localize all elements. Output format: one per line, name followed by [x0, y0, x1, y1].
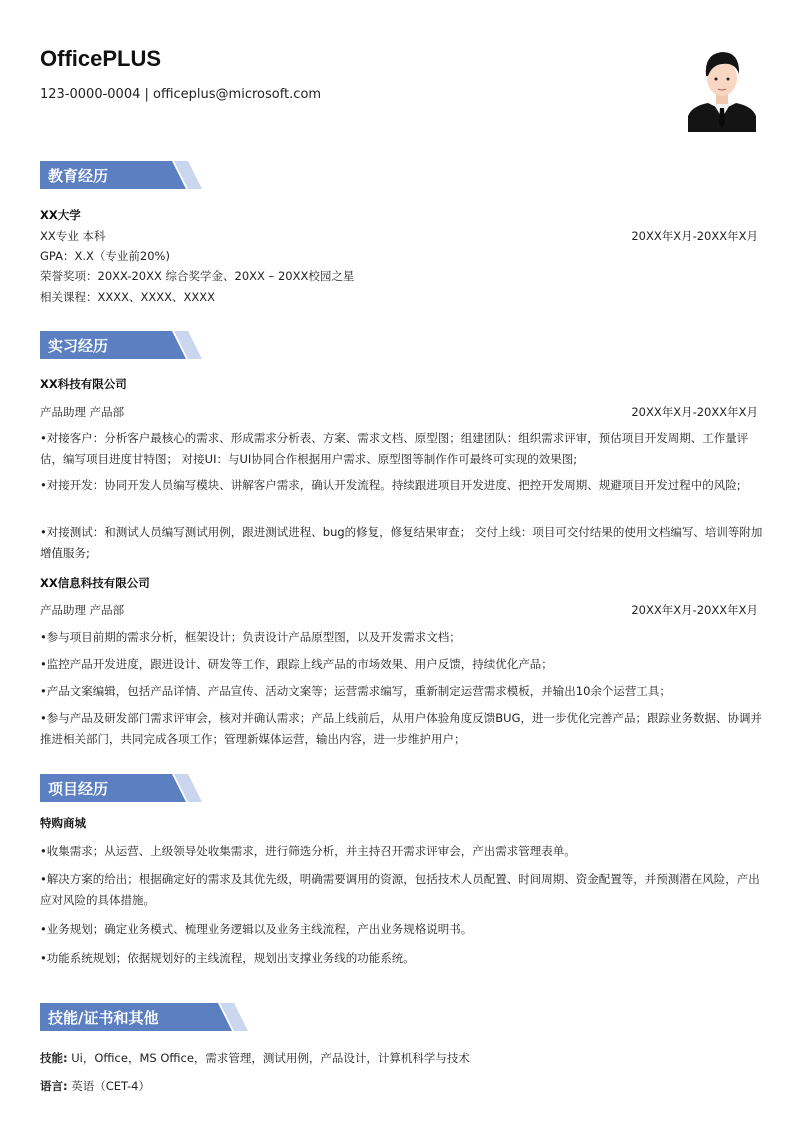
- job-role: 产品助理 产品部: [40, 603, 125, 617]
- header-decoration: [144, 161, 204, 189]
- education-gpa: GPA：X.X（专业前20%): [40, 249, 170, 263]
- section-title: 教育经历: [48, 167, 109, 185]
- header-decoration: [190, 1003, 250, 1031]
- list-item: •对接客户：分析客户最核心的需求、形成需求分析表、方案、需求文档、原型图；组建团队：组织需求评审，预估项目开发周期、工作量评估，编写项目进度甘特图； 对接UI：与UI协同合作根据用户需求、原型图等制作作可最终可实现的效果图;: [40, 431, 749, 466]
- job-date: 20XX年X月-20XX年X月: [631, 405, 758, 419]
- language-value: 英语（CET-4）: [67, 1079, 150, 1093]
- education-honors: 荣誉奖项：20XX-20XX 综合奖学金、20XX – 20XX校园之星: [40, 269, 355, 283]
- candidate-name: OfficePLUS: [40, 46, 162, 71]
- education-date: 20XX年X月-20XX年X月: [631, 229, 758, 243]
- section-title: 实习经历: [48, 337, 109, 355]
- language-label: 语言:: [40, 1079, 68, 1093]
- section-header-internship: [40, 331, 240, 359]
- section-title: 技能/证书和其他: [48, 1009, 159, 1027]
- education-courses: 相关课程：XXXX、XXXX、XXXX: [40, 290, 216, 304]
- project-name: 特购商城: [40, 816, 86, 830]
- education-major: XX专业 本科: [40, 229, 106, 243]
- avatar-icon: [688, 46, 756, 132]
- section-header-education: [40, 161, 240, 189]
- list-item: •功能系统规划；依据规划好的主线流程，规划出支撑业务线的功能系统。: [40, 951, 415, 965]
- company-name: XX信息科技有限公司: [40, 576, 150, 590]
- header-decoration: [144, 774, 204, 802]
- avatar: [688, 46, 756, 132]
- list-item: •参与项目前期的需求分析，框架设计；负责设计产品原型图，以及开发需求文档；: [40, 630, 461, 644]
- school-name: XX大学: [40, 208, 81, 222]
- list-item: •对接测试：和测试人员编写测试用例，跟进测试进程、bug的修复，修复结果审查； 交付上线：项目可交付结果的使用文档编写、培训等附加增值服务;: [40, 525, 763, 560]
- list-item: •产品文案编辑，包括产品详情、产品宣传、活动文案等；运营需求编写，重新制定运营需求模板，并输出10余个运营工具；: [40, 684, 671, 698]
- header-decoration: [144, 331, 204, 359]
- job-role: 产品助理 产品部: [40, 405, 125, 419]
- company-name: XX科技有限公司: [40, 377, 127, 391]
- section-title: 项目经历: [48, 780, 109, 798]
- job-date: 20XX年X月-20XX年X月: [631, 603, 758, 617]
- skills-label: 技能:: [40, 1051, 68, 1065]
- list-item: •收集需求；从运营、上级领导处收集需求，进行筛选分析，并主持召开需求评审会，产出需求管理表单。: [40, 844, 576, 858]
- section-header-skills: [40, 1003, 240, 1031]
- list-item: •对接开发：协同开发人员编写模块、讲解客户需求，确认开发流程。持续跟进项目开发进度、把控开发周期、规避项目开发过程中的风险;: [40, 478, 741, 492]
- list-item: •业务规划；确定业务模式、梳理业务逻辑以及业务主线流程，产出业务规格说明书。: [40, 922, 473, 936]
- list-item: •解决方案的给出；根据确定好的需求及其优先级，明确需要调用的资源，包括技术人员配置、时间周期、资金配置等，并预测潜在风险，产出应对风险的具体措施。: [40, 872, 760, 907]
- section-header-projects: [40, 774, 240, 802]
- skills-value: Ui，Office，MS Office，需求管理，测试用例，产品设计，计算机科学与技术: [67, 1051, 470, 1065]
- list-item: •监控产品开发进度，跟进设计、研发等工作，跟踪上线产品的市场效果、用户反馈，持续优化产品；: [40, 657, 553, 671]
- list-item: •参与产品及研发部门需求评审会，核对并确认需求；产品上线前后，从用户体验角度反馈BUG，进一步优化完善产品；跟踪业务数据、协调并推进相关部门，共同完成各项工作；管理新媒体运营，输出内容，进一步维护用户；: [40, 711, 762, 746]
- contact-info: 123-0000-0004 | officeplus@microsoft.com: [40, 87, 322, 102]
- skills-line: [40, 1050, 470, 1066]
- language-line: [40, 1078, 150, 1094]
